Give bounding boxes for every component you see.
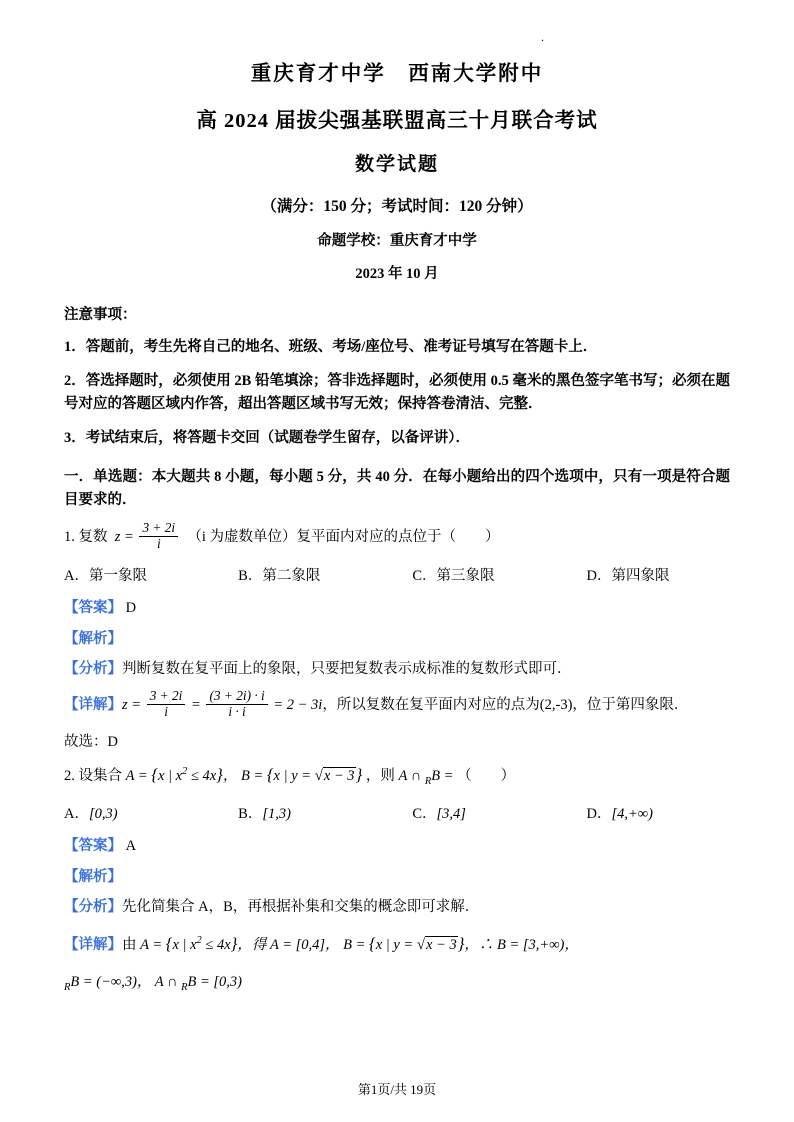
page-footer: 第1页/共 19页 bbox=[357, 1082, 437, 1097]
option-text: [4,+∞) bbox=[611, 805, 653, 822]
option-text: 第二象限 bbox=[262, 568, 321, 585]
question-2-detail-formula-2: $_R$B = (−∞,3)， A ∩ $_R$B = [0,3) bbox=[64, 973, 243, 993]
question-1-option-a[interactable] bbox=[64, 564, 238, 585]
option-text: [1,3) bbox=[262, 805, 291, 822]
question-1-formula: z = $\frac{3 + 2i}{i}$ bbox=[111, 529, 187, 545]
question-1-solution-tag bbox=[64, 627, 730, 648]
score-time-line: （满分：150 分；考试时间：120 分钟） bbox=[261, 198, 533, 215]
analysis-text: 先化简集合 A，B，再根据补集和交集的概念即可求解． bbox=[122, 898, 480, 915]
option-key: C． bbox=[412, 805, 437, 822]
question-2-solution-tag bbox=[64, 865, 730, 886]
option-text: 第一象限 bbox=[88, 568, 147, 585]
analysis-tag: 【分析】 bbox=[64, 898, 122, 915]
solution-tag: 【解析】 bbox=[64, 868, 122, 885]
question-2-option-b[interactable] bbox=[238, 802, 412, 823]
option-text: 第四象限 bbox=[611, 568, 670, 585]
answer-tag: 【答案】 bbox=[64, 600, 122, 617]
option-key: D． bbox=[586, 805, 612, 822]
option-text: [3,4] bbox=[436, 805, 466, 822]
question-2-expr: A ∩ $_R$B = bbox=[398, 768, 454, 788]
question-2-stem-mid: ，则 bbox=[365, 768, 395, 785]
solution-tag: 【解析】 bbox=[64, 631, 122, 648]
notice-item-3: 3．考试结束后，将答题卡交回（试题卷学生留存，以备评讲）． bbox=[64, 430, 470, 447]
school-title: 重庆育才中学 西南大学附中 bbox=[250, 63, 544, 85]
question-1 bbox=[64, 522, 730, 751]
exam-title: 高 2024 届拔尖强基联盟高三十月联合考试 bbox=[196, 110, 598, 132]
question-1-number: 1. bbox=[64, 529, 75, 546]
option-key: A． bbox=[64, 805, 89, 822]
question-1-option-b[interactable] bbox=[238, 564, 412, 585]
section-heading: 一．单选题：本大题共 8 小题，每小题 5 分，共 40 分．在每小题给出的四个选项中，只有一项是符合题目要求的． bbox=[64, 468, 730, 509]
option-key: B． bbox=[238, 568, 263, 585]
question-1-option-d[interactable] bbox=[586, 564, 730, 585]
question-1-stem-post: （i 为虚数单位）复平面内对应的点位于（ ） bbox=[187, 529, 500, 546]
question-1-answer bbox=[64, 596, 730, 617]
detail-tag: 【详解】 bbox=[64, 697, 122, 714]
notice-item-1: 1．答题前，考生先将自己的地名、班级、考场/座位号、准考证号填写在答题卡上． bbox=[64, 339, 598, 355]
question-2-stem bbox=[64, 761, 730, 791]
question-1-detail bbox=[64, 690, 730, 721]
question-2-detail-2 bbox=[64, 969, 730, 998]
question-1-stem bbox=[64, 522, 730, 553]
question-1-detail-tail: ，所以复数在复平面内对应的点为(2,-3)，位于第四象限． bbox=[322, 697, 689, 714]
question-2-stem-end: （ ） bbox=[457, 768, 516, 785]
question-1-stem-pre: 复数 bbox=[78, 529, 108, 546]
question-2-option-c[interactable] bbox=[412, 802, 586, 823]
proposer-line: 命题学校：重庆育才中学 bbox=[317, 233, 477, 249]
question-1-option-c[interactable] bbox=[412, 564, 586, 585]
question-2-detail bbox=[64, 928, 730, 960]
question-2-options bbox=[64, 802, 730, 823]
question-2-number: 2. bbox=[64, 768, 75, 785]
question-2-option-a[interactable] bbox=[64, 802, 238, 823]
notice-title: 注意事项： bbox=[64, 307, 137, 323]
detail-by: 由 bbox=[122, 937, 137, 953]
option-key: C． bbox=[412, 568, 437, 585]
question-2-option-d[interactable] bbox=[586, 802, 730, 823]
option-key: A． bbox=[64, 568, 89, 585]
question-1-detail-formula: z = $\frac{3 + 2i}{i}$ = $\frac{(3 + 2i) \cdot i}{i \cdot i}$ = 2 − 3i bbox=[122, 688, 323, 720]
date-line: 2023 年 10 月 bbox=[355, 266, 439, 282]
question-1-analysis bbox=[64, 658, 730, 681]
answer-value: D bbox=[125, 600, 137, 617]
option-key: D． bbox=[586, 568, 612, 585]
answer-tag: 【答案】 bbox=[64, 837, 122, 854]
analysis-tag: 【分析】 bbox=[64, 661, 122, 678]
question-2-formula: A = {x | $x^2 \le 4x$}， B = {x | y = √x − 3} bbox=[125, 765, 363, 785]
option-key: B． bbox=[238, 805, 263, 822]
option-text: 第三象限 bbox=[436, 568, 495, 585]
question-2-analysis bbox=[64, 896, 730, 919]
page-dot-mark: . bbox=[541, 30, 544, 44]
detail-tag: 【详解】 bbox=[64, 937, 122, 953]
question-2-answer bbox=[64, 834, 730, 855]
option-text: [0,3) bbox=[88, 805, 118, 822]
question-1-final: 故选：D bbox=[64, 734, 118, 751]
answer-value: A bbox=[125, 837, 137, 854]
subject-title: 数学试题 bbox=[354, 154, 439, 175]
question-2-stem-text: 设集合 bbox=[78, 768, 122, 785]
question-2-detail-formula: A = {x | $x^2 \le 4x$}，得 A = [0,4]， B = {x | y = √x − 3}，∴ B = [3,+∞)， bbox=[136, 934, 579, 953]
question-2 bbox=[64, 761, 730, 997]
question-1-options bbox=[64, 564, 730, 585]
notice-item-2: 2．答选择题时，必须使用 2B 铅笔填涂；答非选择题时，必须使用 0.5 毫米的黑色签字笔书写；必须在题号对应的答题区域内作答，超出答题区域书写无效；保持答卷清洁、完整． bbox=[64, 373, 730, 412]
analysis-text: 判断复数在复平面上的象限，只要把复数表示成标准的复数形式即可． bbox=[122, 661, 572, 678]
